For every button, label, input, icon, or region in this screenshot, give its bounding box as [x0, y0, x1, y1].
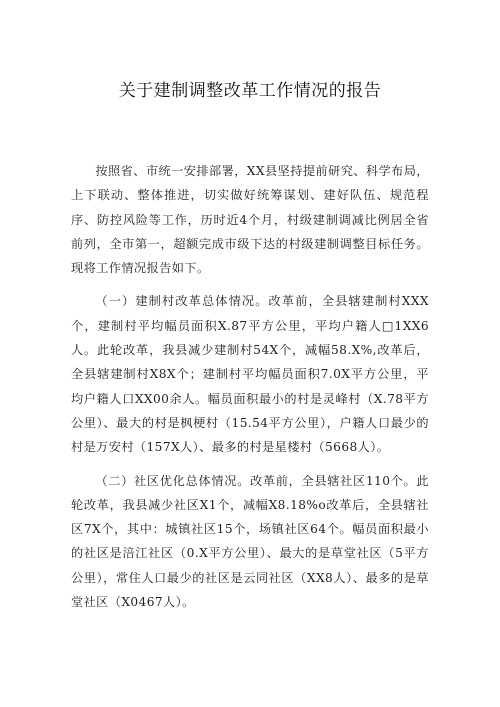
paragraph-community-optimization: （二）社区优化总体情况。改革前，全县辖社区110个。此轮改革，我县减少社区X1个，减幅X8.18%o改革后，全县辖社区7X个，其中：城镇社区15个，场镇社区64个。幅员面积最小的社区是涪江社区（0.X平方公里）、最大的是草堂社区（5平方公里），常住人口最少的社区是云同社区（XX8人）、最多的是草堂社区（X0467人）。: [71, 473, 429, 610]
document-title: 关于建制调整改革工作情况的报告: [118, 81, 382, 101]
paragraph-intro: 按照省、市统一安排部署，XX县坚持提前研究、科学布局，上下联动、整体推进，切实做好统筹谋划、建好队伍、规范程序、防控风险等工作，历时近4个月，村级建制调减比例居全省前列，全市第一，超额完成市级下达的村级建制调整目标任务。现将工作情况报告如下。: [71, 164, 429, 276]
document-body: [71, 159, 429, 623]
paragraph-village-reform: （一）建制村改革总体情况。改革前，全县辖建制村XXX个，建制村平均幅员面积X.87平方公里，平均户籍人□1XX6人。此轮改革，我县减少建制村54X个，减幅58.X%,改革后，全县辖建制村X8X个；建制村平均幅员面积7.0X平方公里，平均户籍人口XX00余人。幅员面积最小的村是灵峰村（X.78平方公里）、最大的村是枫梗村（15.54平方公里），户籍人口最少的村是万安村（157X人）、最多的村是星楼村（5668人）。: [71, 294, 429, 455]
